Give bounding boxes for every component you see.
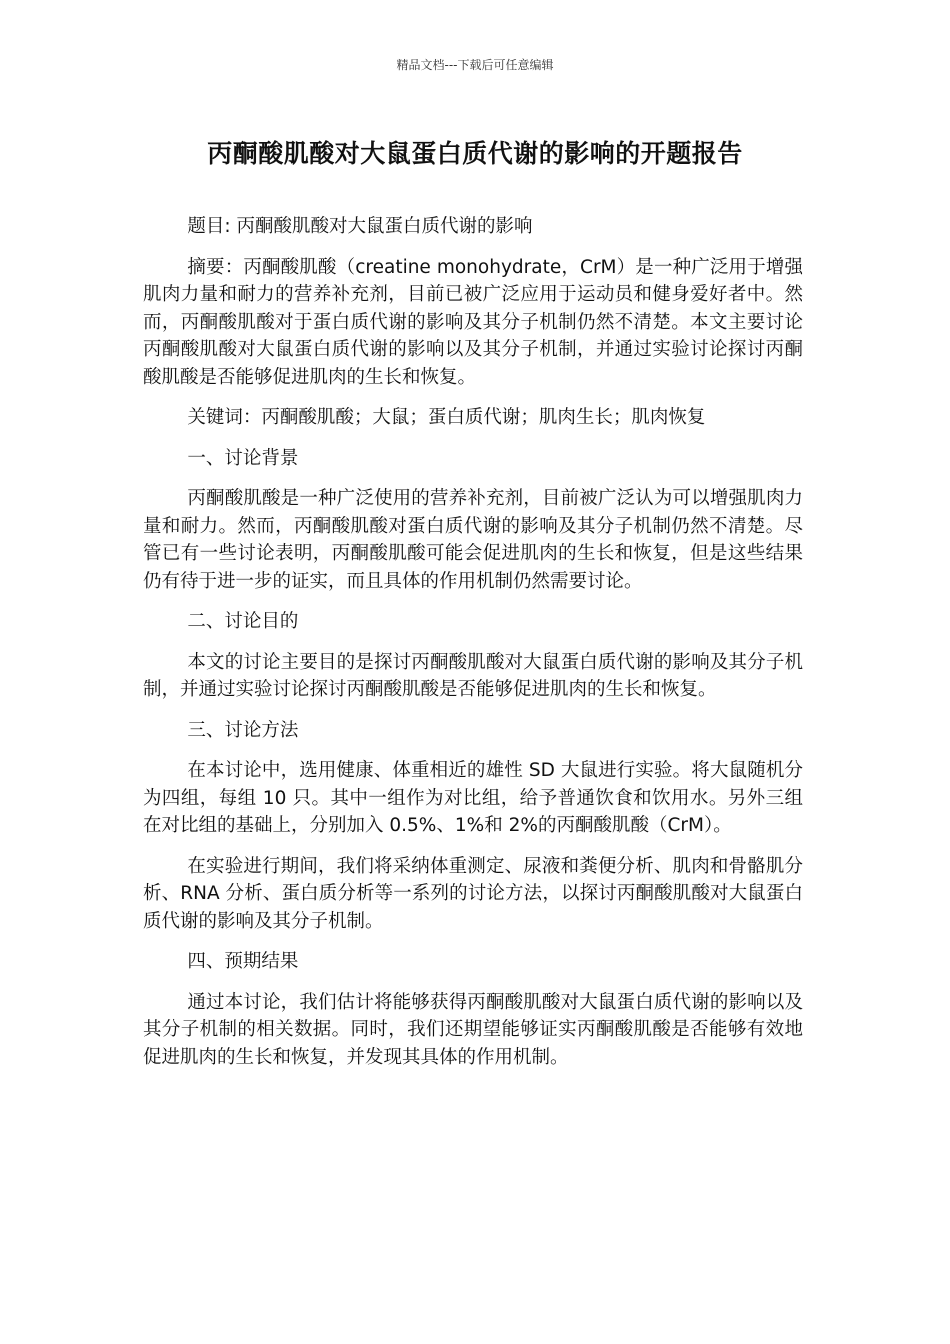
header-note: 精品文档---下载后可任意编辑 [396, 58, 554, 72]
document-body [143, 213, 803, 1084]
method-paragraph-1: 在本讨论中，选用健康、体重相近的雄性 SD 大鼠进行实验。将大鼠随机分为四组，每组 10 只。其中一组作为对比组，给予普通饮食和饮用水。另外三组在对比组的基础上，分别加入 0.5%、1%和 2%的丙酮酸肌酸（CrM）。 [143, 760, 803, 836]
document-title: 丙酮酸肌酸对大鼠蛋白质代谢的影响的开题报告 [207, 139, 743, 168]
section-heading-method: 三、讨论方法 [187, 719, 299, 741]
section-heading-expected-results: 四、预期结果 [187, 951, 299, 972]
abstract-paragraph: 摘要：丙酮酸肌酸（creatine monohydrate，CrM）是一种广泛用于增强肌肉力量和耐力的营养补充剂，目前已被广泛应用于运动员和健身爱好者中。然而，丙酮酸肌酸对于蛋白质代谢的影响及其分子机制仍然不清楚。本文主要讨论丙酮酸肌酸对大鼠蛋白质代谢的影响以及其分子机制，并通过实验讨论探讨丙酮酸肌酸是否能够促进肌肉的生长和恢复。 [143, 256, 803, 388]
section-heading-purpose: 二、讨论目的 [187, 611, 299, 632]
expected-results-paragraph: 通过本讨论，我们估计将能够获得丙酮酸肌酸对大鼠蛋白质代谢的影响以及其分子机制的相关数据。同时，我们还期望能够证实丙酮酸肌酸是否能够有效地促进肌肉的生长和恢复，并发现其具体的作用机制。 [143, 991, 803, 1068]
purpose-paragraph: 本文的讨论主要目的是探讨丙酮酸肌酸对大鼠蛋白质代谢的影响及其分子机制，并通过实验讨论探讨丙酮酸肌酸是否能够促进肌肉的生长和恢复。 [143, 651, 803, 700]
keywords-line: 关键词：丙酮酸肌酸；大鼠；蛋白质代谢；肌肉生长；肌肉恢复 [187, 407, 706, 428]
background-paragraph: 丙酮酸肌酸是一种广泛使用的营养补充剂，目前被广泛认为可以增强肌肉力量和耐力。然而，丙酮酸肌酸对蛋白质代谢的影响及其分子机制仍然不清楚。尽管已有一些讨论表明，丙酮酸肌酸可能会促进肌肉的生长和恢复，但是这些结果仍有待于进一步的证实，而且具体的作用机制仍然需要讨论。 [143, 488, 803, 592]
topic-line: 题目: 丙酮酸肌酸对大鼠蛋白质代谢的影响 [187, 216, 533, 237]
method-paragraph-2: 在实验进行期间，我们将采纳体重测定、尿液和粪便分析、肌肉和骨骼肌分析、RNA 分析、蛋白质分析等一系列的讨论方法，以探讨丙酮酸肌酸对大鼠蛋白质代谢的影响及其分子机制。 [143, 855, 803, 932]
section-heading-background: 一、讨论背景 [187, 447, 299, 469]
